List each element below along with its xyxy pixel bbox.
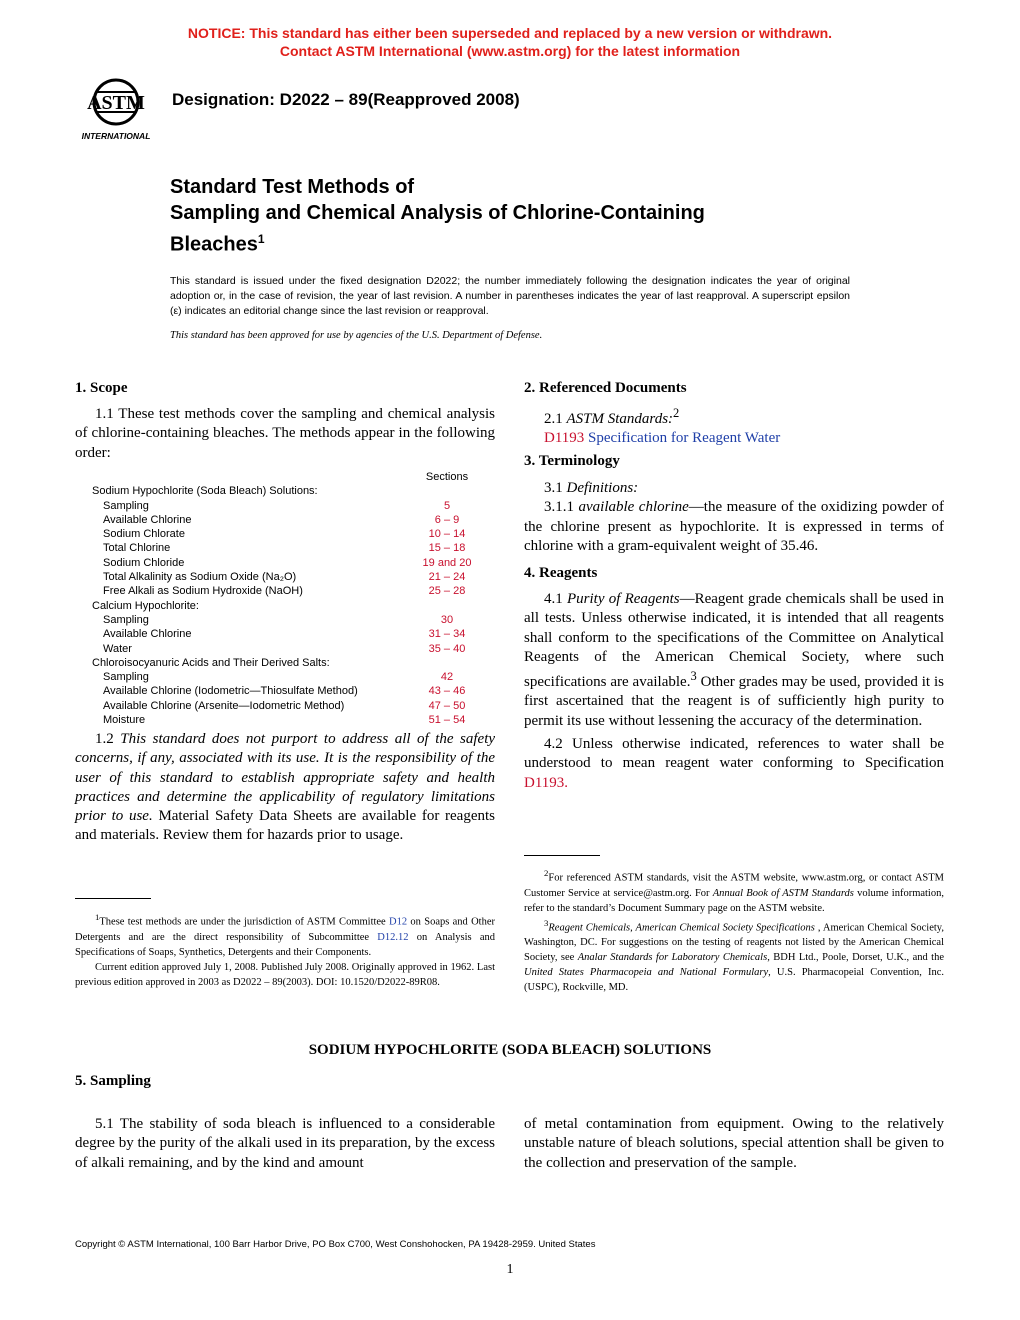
notice-line-1: NOTICE: This standard has either been superseded and replaced by a new version or withdrawn. — [187, 25, 833, 41]
toc-row — [75, 527, 495, 541]
astm-logo-icon — [74, 72, 164, 144]
title-footnote-mark: 1 — [257, 232, 265, 246]
toc-sections-link[interactable]: 30 — [440, 613, 454, 626]
toc-row — [75, 713, 495, 727]
footnote-divider-right — [524, 855, 600, 856]
toc-row — [75, 570, 495, 584]
toc-row — [75, 599, 495, 613]
toc-label: Sampling — [103, 499, 149, 512]
toc-row — [75, 584, 495, 598]
toc-row — [75, 642, 495, 656]
toc-label: Sampling — [103, 671, 149, 684]
referenced-documents-heading: 2. Referenced Documents — [524, 380, 687, 396]
toc-label: Total Chlorine — [103, 542, 171, 555]
toc-label: Free Alkali as Sodium Hydroxide (NaOH) — [103, 585, 303, 598]
link-d1193[interactable]: D1193 — [544, 430, 585, 447]
toc-row — [75, 613, 495, 627]
toc-row — [75, 670, 495, 684]
scope-paragraph-1-1: 1.1 These test methods cover the sampling and chemical analysis of chlorine-containing bleaches. The methods appear in the following order: — [75, 406, 495, 461]
title-line-1: Standard Test Methods of — [170, 176, 415, 198]
toc-sections-header: Sections — [425, 471, 469, 483]
toc-row — [75, 484, 495, 498]
scope-heading: 1. Scope — [75, 380, 128, 396]
toc-sections-link[interactable]: 31 – 34 — [428, 628, 466, 641]
link-d12-12[interactable]: D12.12 — [377, 931, 409, 943]
toc-row — [75, 513, 495, 527]
toc-sections-link[interactable]: 25 – 28 — [428, 585, 466, 598]
page-title — [170, 174, 705, 258]
logo-letters: ASTM — [87, 92, 145, 114]
footnotes-right: $^2$For referenced ASTM standards, visit the ASTM website, www.astm.org, or contact ASTM Customer Service at service@astm.org. For Annual Book of ASTM Standards volume information, refer to the standard’s Document Summary page on the ASTM website. $^3$Reagent Chemicals, American Chemical Society Specifications , American Chemical Society, Washington, DC. For suggestions on the testing of reagents not listed by the American Chemical Society, see Analar Standards for Laboratory Chemicals, BDH Ltd., Poole, Dorset, U.K., and the United States Pharmacopeia and National Formulary, U.S. Pharmacopeial Convention, Inc. (USPC), Rockville, MD. — [524, 868, 945, 993]
page-number: 1 — [506, 1262, 514, 1277]
toc-row — [75, 627, 495, 641]
toc-sections-link[interactable]: 51 – 54 — [428, 714, 466, 727]
toc-sections-link[interactable]: 35 – 40 — [428, 642, 466, 655]
logo-label: INTERNATIONAL — [81, 131, 151, 141]
referenced-documents-body: 2.1 ASTM Standards:$^2$ D1193 Specification for Reagent Water — [544, 406, 781, 447]
toc-label: Available Chlorine — [103, 628, 192, 641]
toc-label: Available Chlorine (Arsenite—Iodometric Method) — [103, 699, 345, 712]
toc-row — [75, 556, 495, 570]
issued-note: This standard is issued under the fixed designation D2022; the number immediately following the designation indicates the year of original adoption or, in the case of revision, the year of last revision. A number in parentheses indicates the year of last reapproval. A superscript epsilon (ε) indicates an editorial change since the last revision or reapproval. — [170, 275, 850, 317]
toc-sections-link[interactable]: 6 – 9 — [434, 513, 460, 526]
toc-row — [75, 699, 495, 713]
astm-logo — [74, 72, 164, 144]
footnotes-left: $^1$These test methods are under the jurisdiction of ASTM Committee D12 on Soaps and Other Detergents and are the direct responsibility of Subcommittee D12.12 on Analysis and Specifications of Soaps, Synthetics, Detergents and their Components. Current edition approved July 1, 2008. Published July 2008. Originally approved in 1962. Last previous edition approved in 2003 as D2022 – 89(2003). DOI: 10.1520/D2022-89R08. — [75, 912, 495, 988]
title-line-2: Sampling and Chemical Analysis of Chlorine-Containing — [170, 202, 705, 224]
toc-label: Moisture — [103, 714, 146, 727]
title-line-3: Bleaches$^1$ — [170, 232, 265, 256]
sampling-paragraph-left: 5.1 The stability of soda bleach is influenced to a considerable degree by the purity of the alkali used in its preparation, by the excess of alkali remaining, and by the kind and amount — [75, 1116, 495, 1171]
toc-sections-link[interactable]: 10 – 14 — [428, 528, 466, 541]
toc-sections-link[interactable]: 21 – 24 — [428, 571, 466, 584]
sampling-heading: 5. Sampling — [75, 1073, 151, 1089]
toc-label: Available Chlorine — [103, 513, 192, 526]
toc-row — [75, 541, 495, 555]
sampling-paragraph-right: of metal contamination from equipment. Owing to the relatively unstable nature of bleach solutions, special attention shall be given to the collection and preservation of the sample. — [524, 1116, 944, 1171]
toc-label: Water — [103, 642, 132, 655]
withdrawal-notice — [0, 24, 1020, 60]
toc-sections-link[interactable]: 19 and 20 — [422, 556, 472, 569]
dod-note: This standard has been approved for use by agencies of the U.S. Department of Defense. — [170, 330, 543, 341]
terminology-body: 3.1 Definitions: 3.1.1 available chlorine—the measure of the oxidizing powder of the chlorine present as hypochlorite. It is expressed in terms of chlorine with a gram-equivalent weight of 35.46. — [524, 480, 944, 554]
toc-sections-link[interactable]: 42 — [440, 671, 454, 684]
contents-table — [75, 470, 495, 727]
toc-sections-link[interactable]: 43 – 46 — [428, 685, 466, 698]
toc-label: Calcium Hypochlorite: — [92, 599, 199, 612]
reagents-heading: 4. Reagents — [524, 565, 598, 581]
toc-header-row — [75, 470, 495, 484]
toc-label: Sodium Chlorate — [103, 528, 185, 541]
toc-label: Sampling — [103, 613, 149, 626]
link-d12[interactable]: D12 — [389, 916, 408, 928]
section-banner: SODIUM HYPOCHLORITE (SODA BLEACH) SOLUTIONS — [308, 1042, 712, 1058]
terminology-heading: 3. Terminology — [524, 453, 620, 469]
toc-sections-link[interactable]: 5 — [443, 499, 451, 512]
toc-row — [75, 656, 495, 670]
notice-line-2: Contact ASTM International (www.astm.org) for the latest information — [279, 43, 741, 59]
toc-label: Sodium Hypochlorite (Soda Bleach) Solutions: — [92, 485, 318, 498]
designation: Designation: D2022 – 89(Reapproved 2008) — [172, 90, 520, 109]
toc-label: Available Chlorine (Iodometric—Thiosulfate Method) — [103, 685, 358, 698]
toc-row — [75, 684, 495, 698]
copyright: Copyright © ASTM International, 100 Barr Harbor Drive, PO Box C700, West Conshohocken, PA 19428-2959. United States — [75, 1239, 596, 1250]
toc-label: Total Alkalinity as Sodium Oxide (Na₂O) — [103, 571, 297, 584]
link-d1193-title[interactable]: Specification for Reagent Water — [588, 430, 781, 447]
scope-paragraph-1-2: 1.2 This standard does not purport to address all of the safety concerns, if any, associated with its use. It is the responsibility of the user of this standard to establish appropriate safety and health practices and determine the applicability of regulatory limitations prior to use. Material Safety Data Sheets are available for reagents and materials. Review them for hazards prior to usage. — [75, 731, 496, 844]
toc-label: Chloroisocyanuric Acids and Their Derived Salts: — [92, 656, 330, 669]
toc-row — [75, 499, 495, 513]
link-d1193-water[interactable]: D1193. — [524, 774, 569, 791]
toc-sections-link[interactable]: 47 – 50 — [428, 699, 466, 712]
footnote-divider-left — [75, 898, 151, 899]
toc-sections-link[interactable]: 15 – 18 — [428, 542, 466, 555]
reagents-body: 4.1 Purity of Reagents—Reagent grade chemicals shall be used in all tests. Unless otherwise indicated, it is intended that all reagents shall conform to the specifications of the Committee on Analytical Reagents of the American Chemical Society, where such specifications are available.$^3$ Other grades may be used, provided it is first ascertained that the reagent is of sufficiently high purity to permit its use without lessening the accuracy of the determination. 4.2 Unless otherwise indicated, references to water shall be understood to mean reagent water conforming to Specification D1193. — [524, 591, 944, 791]
toc-label: Sodium Chloride — [103, 556, 185, 569]
